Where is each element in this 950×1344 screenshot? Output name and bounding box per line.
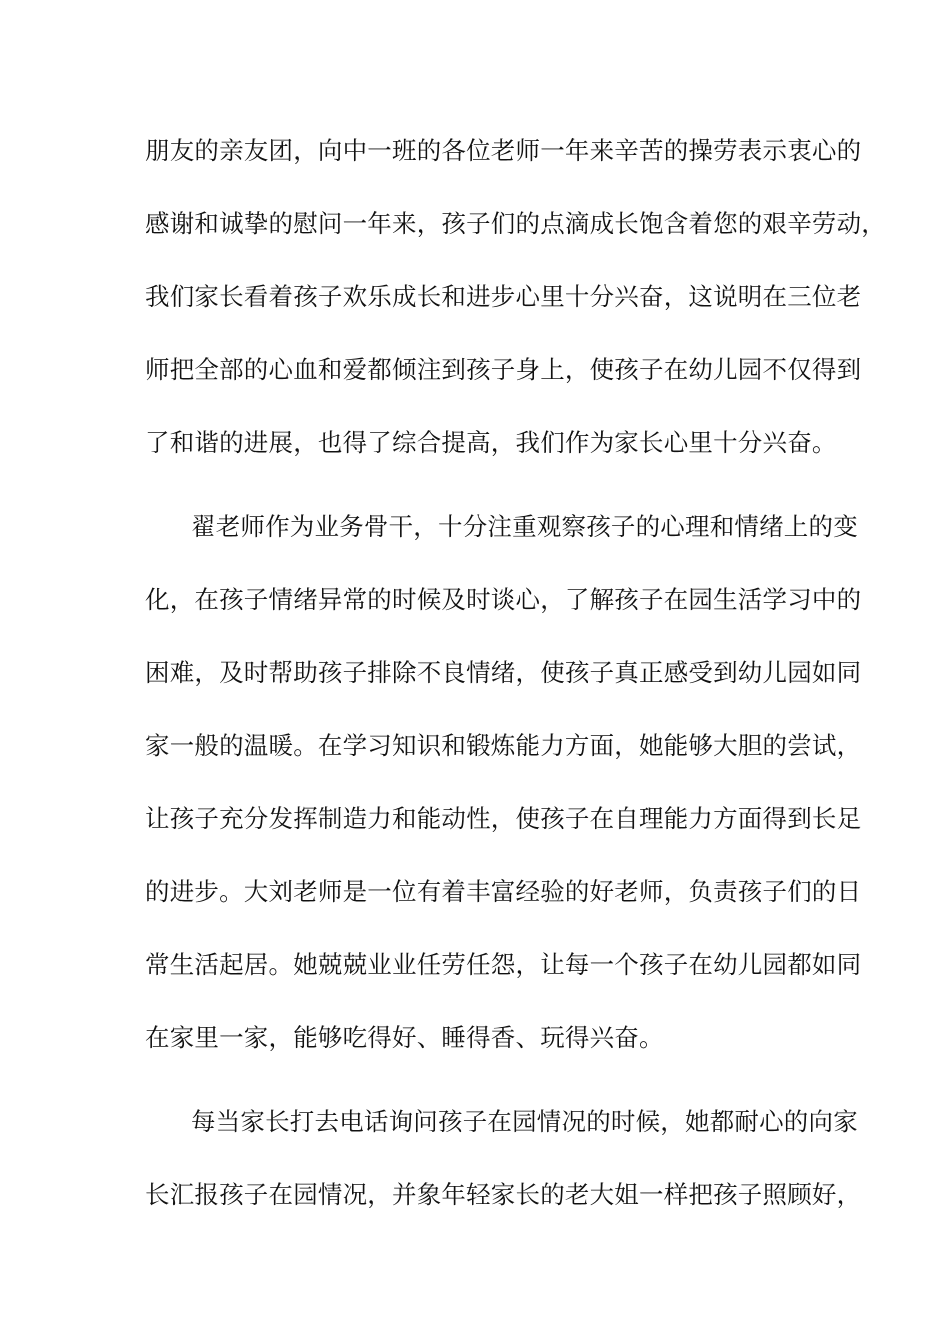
text-line: 感谢和诚挚的慰问一年来，孩子们的点滴成长饱含着您的艰辛劳动， <box>145 209 886 238</box>
text-line: 长汇报孩子在园情况，并象年轻家长的老大姐一样把孩子照顾好， <box>145 1180 862 1209</box>
paragraph-first-line: 每当家长打去电话询问孩子在园情况的时候，她都耐心的向家 <box>191 1107 858 1136</box>
text-line: 朋友的亲友团，向中一班的各位老师一年来辛苦的操劳表示衷心的 <box>145 136 862 165</box>
text-line: 师把全部的心血和爱都倾注到孩子身上，使孩子在幼儿园不仅得到 <box>145 355 862 384</box>
paragraph-first-line: 翟老师作为业务骨干，十分注重观察孩子的心理和情绪上的变 <box>191 512 858 541</box>
text-line: 化，在孩子情绪异常的时候及时谈心，了解孩子在园生活学习中的 <box>145 585 862 614</box>
text-line: 让孩子充分发挥制造力和能动性，使孩子在自理能力方面得到长足 <box>145 804 862 833</box>
text-line: 家一般的温暖。在学习知识和锻炼能力方面，她能够大胆的尝试， <box>145 731 862 760</box>
text-line: 困难，及时帮助孩子排除不良情绪，使孩子真正感受到幼儿园如同 <box>145 658 862 687</box>
text-line: 的进步。大刘老师是一位有着丰富经验的好老师，负责孩子们的日 <box>145 877 862 906</box>
text-line: 了和谐的进展，也得了综合提高，我们作为家长心里十分兴奋。 <box>145 428 837 457</box>
text-line: 在家里一家，能够吃得好、睡得香、玩得兴奋。 <box>145 1023 664 1052</box>
text-line: 常生活起居。她兢兢业业任劳任怨，让每一个孩子在幼儿园都如同 <box>145 950 862 979</box>
text-line: 我们家长看着孩子欢乐成长和进步心里十分兴奋，这说明在三位老 <box>145 282 862 311</box>
